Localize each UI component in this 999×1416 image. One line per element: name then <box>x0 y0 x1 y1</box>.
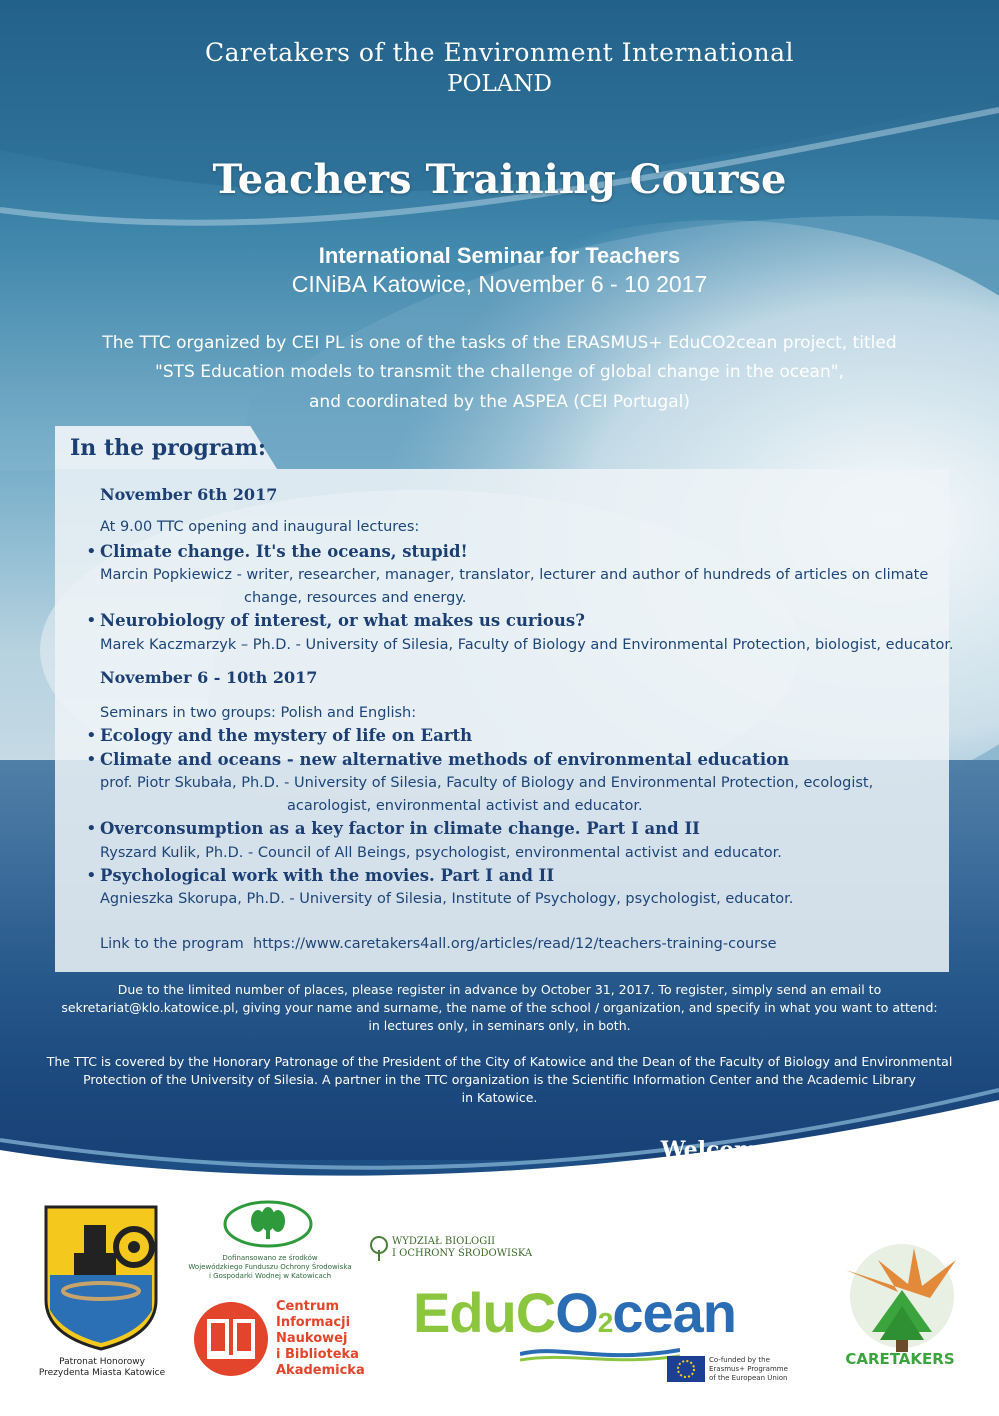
seminar3-speaker: Ryszard Kulik, Ph.D. - Council of All Beings, psychologist, environmental activist and educator. <box>100 845 782 861</box>
lecture2-title: Neurobiology of interest, or what makes us curious? <box>100 611 585 630</box>
educo-part2: O <box>555 1281 598 1344</box>
ciniba-line4: i Biblioteka <box>276 1347 359 1362</box>
program-link-label: Link to the program <box>100 936 244 952</box>
welcome-text: Welcome <box>660 1137 772 1163</box>
seminar2-speaker-line2: acarologist, environmental activist and educator. <box>287 798 643 814</box>
educo-wave-icon <box>520 1344 680 1364</box>
bullet-icon: • <box>86 725 97 746</box>
wfos-line2: Wojewódzkiego Funduszu Ochrony Środowiska <box>188 1263 352 1271</box>
educo-part3: cean <box>612 1281 736 1344</box>
bullet-icon: • <box>86 749 97 770</box>
ciniba-line2: Informacji <box>276 1315 351 1330</box>
eu-line2: Erasmus+ Programme <box>709 1365 788 1373</box>
organization-name: Caretakers of the Environment International <box>204 38 795 67</box>
lecture2-speaker: Marek Kaczmarzyk – Ph.D. - University of Silesia, Faculty of Biology and Environmental Protection, biologist, educator. <box>100 637 954 653</box>
organization-country: POLAND <box>447 71 552 97</box>
ciniba-line5: Akademicka <box>276 1363 365 1378</box>
seminar-place-date: CINiBA Katowice, November 6 - 10 2017 <box>291 271 708 297</box>
wfos-line1: Dofinansowano ze środków <box>222 1254 318 1262</box>
seminar4-title: Psychological work with the movies. Part I and II <box>100 866 555 885</box>
caretakers-label: CARETAKERS <box>845 1350 955 1368</box>
day2-heading: November 6 - 10th 2017 <box>100 668 318 687</box>
program-link[interactable] <box>100 933 777 955</box>
seminar1-title: Ecology and the mystery of life on Earth <box>100 726 473 745</box>
patronage-line2: Protection of the University of Silesia. A partner in the TTC organization is the Scientific Information Center and the Academic Library <box>83 1072 916 1087</box>
patronage-line1: The TTC is covered by the Honorary Patronage of the President of the City of Katowice and the Dean of the Faculty of Biology and Environmental <box>46 1054 953 1069</box>
katowice-caption <box>30 1357 174 1379</box>
wfos-caption <box>180 1254 360 1281</box>
wydzial-line2: I OCHRONY ŚRODOWISKA <box>392 1248 533 1259</box>
intro-line-2: "STS Education models to transmit the challenge of global change in the ocean", <box>155 362 844 382</box>
wydzial-caption <box>392 1236 532 1260</box>
course-title: Teachers Training Course <box>212 156 787 203</box>
lecture1-speaker-line1: Marcin Popkiewicz - writer, researcher, manager, translator, lecturer and author of hundreds of articles on climate <box>100 567 929 583</box>
eu-caption <box>709 1356 788 1383</box>
seminar3-title: Overconsumption as a key factor in climate change. Part I and II <box>100 819 700 838</box>
intro-line-3: and coordinated by the ASPEA (CEI Portugal) <box>309 392 690 412</box>
ciniba-book-icon <box>193 1301 269 1377</box>
intro-line-1: The TTC organized by CEI PL is one of the tasks of the ERASMUS+ EduCO2cean project, titled <box>102 333 897 353</box>
wfos-leaf-icon <box>222 1199 314 1249</box>
wydzial-line1: WYDZIAŁ BIOLOGII <box>392 1236 496 1247</box>
bullet-icon: • <box>86 865 97 886</box>
wydzial-tree-icon <box>369 1236 389 1262</box>
wfos-line3: i Gospodarki Wodnej w Katowicach <box>208 1272 332 1280</box>
seminar-name: International Seminar for Teachers <box>318 243 681 268</box>
program-link-url[interactable]: https://www.caretakers4all.org/articles/read/12/teachers-training-course <box>253 936 777 952</box>
seminar4-speaker: Agnieszka Skorupa, Ph.D. - University of Silesia, Institute of Psychology, psychologist, educator. <box>100 891 794 907</box>
registration-line1: Due to the limited number of places, please register in advance by October 31, 2017. To register, simply send an email to <box>117 982 882 997</box>
day1-intro: At 9.00 TTC opening and inaugural lectures: <box>100 519 420 535</box>
seminar2-title: Climate and oceans - new alternative methods of environmental education <box>100 750 790 769</box>
lecture1-speaker-line2: change, resources and energy. <box>244 590 467 606</box>
ciniba-line3: Naukowej <box>276 1331 348 1346</box>
katowice-caption-line2: Prezydenta Miasta Katowice <box>38 1368 166 1378</box>
educo-sub: 2 <box>597 1307 613 1338</box>
eu-line3: of the European Union <box>709 1374 788 1382</box>
free-entrance-text: Free entrance <box>626 1166 806 1193</box>
lecture1-title: Climate change. It's the oceans, stupid! <box>100 542 468 561</box>
registration-line2: sekretariat@klo.katowice.pl, giving your name and surname, the name of the school / organization, and specify in what you want to attend: <box>61 1000 938 1015</box>
bullet-icon: • <box>86 818 97 839</box>
day2-intro: Seminars in two groups: Polish and English: <box>100 705 417 721</box>
bullet-icon: • <box>86 610 97 631</box>
educo-part1: EduC <box>413 1281 556 1344</box>
eu-line1: Co-funded by the <box>709 1356 770 1364</box>
program-title: In the program: <box>70 435 267 461</box>
ciniba-line1: Centrum <box>276 1299 340 1314</box>
day1-heading: November 6th 2017 <box>100 485 278 504</box>
eu-flag-icon <box>667 1356 705 1382</box>
caretakers-logo-icon <box>838 1240 962 1358</box>
ciniba-caption <box>276 1299 365 1379</box>
registration-line3: in lectures only, in seminars only, in both. <box>368 1018 631 1033</box>
bullet-icon: • <box>86 541 97 562</box>
katowice-coat-of-arms-icon <box>44 1205 158 1351</box>
patronage-line3: in Katowice. <box>461 1090 538 1105</box>
katowice-caption-line1: Patronat Honorowy <box>59 1357 145 1367</box>
seminar2-speaker-line1: prof. Piotr Skubała, Ph.D. - University of Silesia, Faculty of Biology and Environmental Protection, ecologist, <box>100 775 874 791</box>
